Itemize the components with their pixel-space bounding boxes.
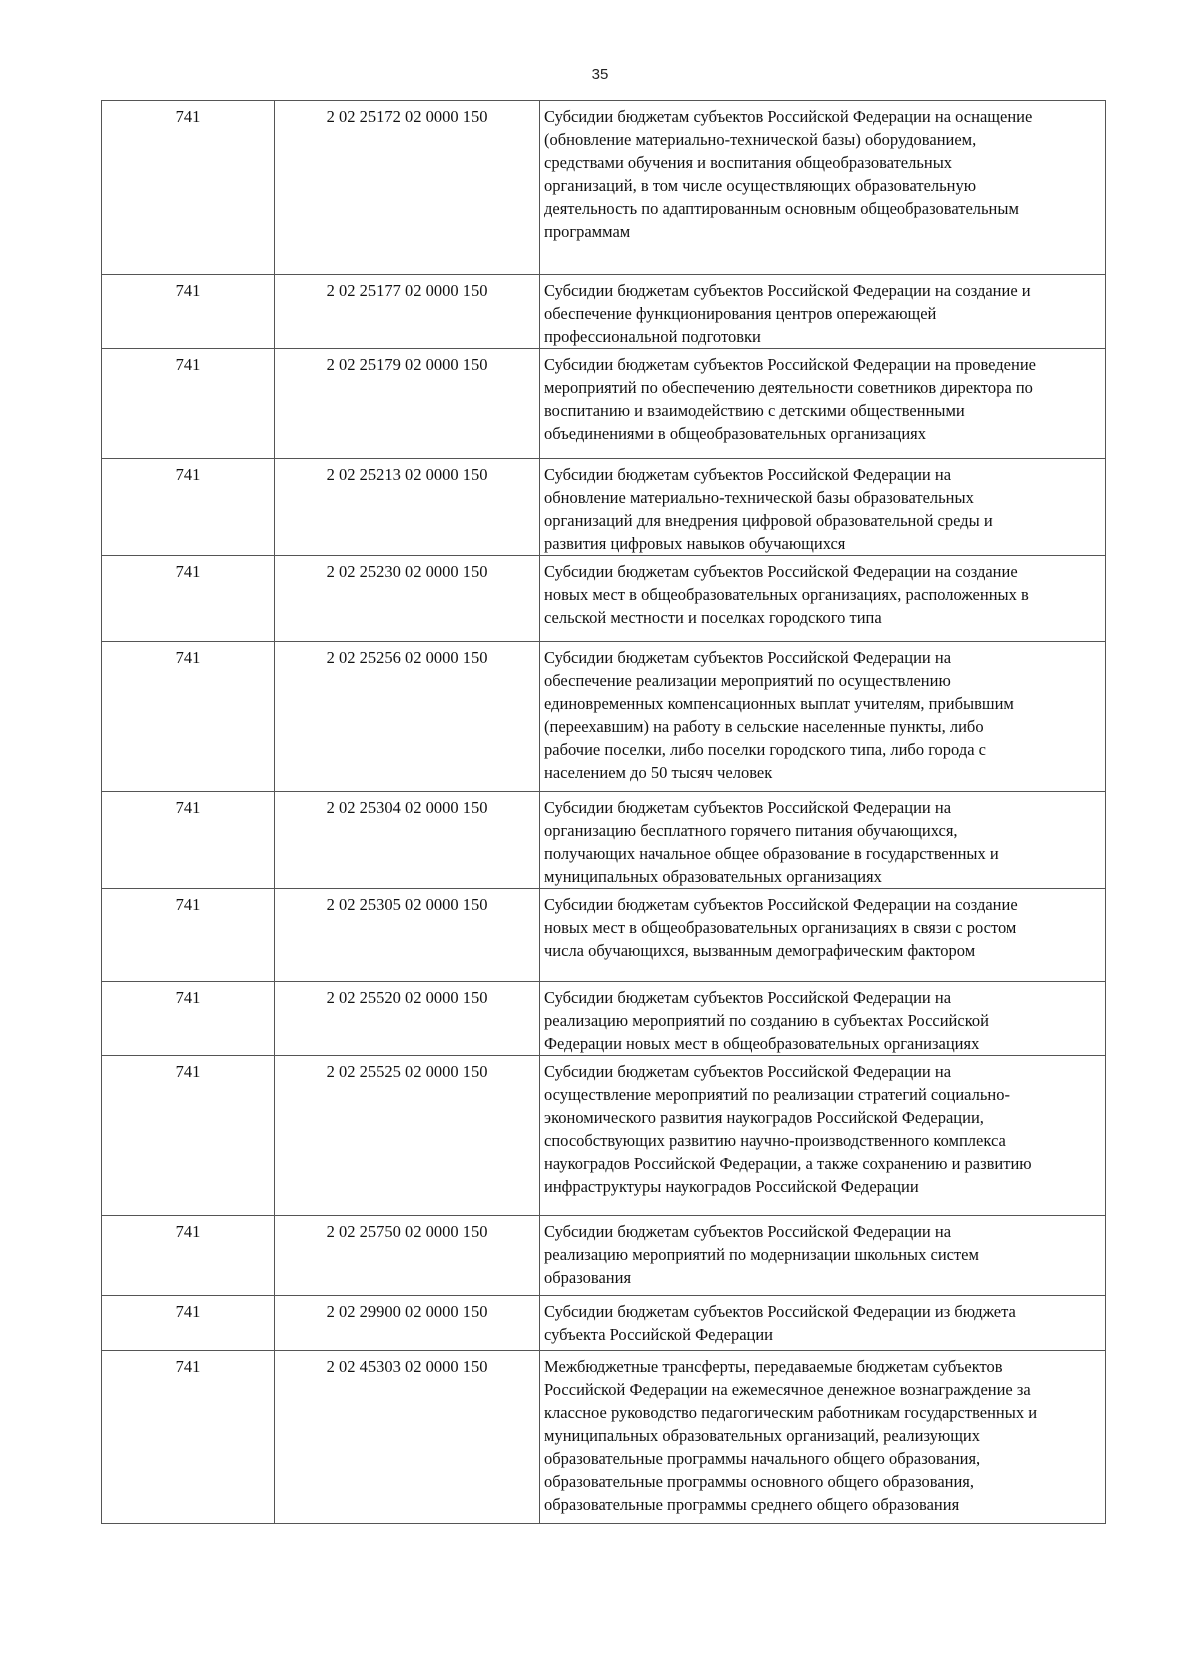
admin-code-cell: 741	[102, 101, 275, 275]
income-code-cell: 2 02 25172 02 0000 150	[275, 101, 540, 275]
income-name-text: Субсидии бюджетам субъектов Российской Федерации на проведение мероприятий по обеспечению деятельности советников директора по воспитанию и взаимодействию с детскими общественными объединениями в общеобразовательных организациях	[544, 355, 1036, 443]
income-name-text: Субсидии бюджетам субъектов Российской Федерации на реализацию мероприятий по модернизации школьных систем образования	[544, 1222, 979, 1287]
table-row	[102, 1351, 1106, 1524]
income-code-cell: 2 02 25520 02 0000 150	[275, 982, 540, 1056]
income-name-cell	[540, 556, 1106, 642]
income-code-cell: 2 02 25213 02 0000 150	[275, 459, 540, 556]
table-row	[102, 1216, 1106, 1296]
table-row	[102, 349, 1106, 459]
admin-code-cell: 741	[102, 1351, 275, 1524]
admin-code-cell: 741	[102, 275, 275, 349]
income-code-cell: 2 02 25179 02 0000 150	[275, 349, 540, 459]
income-name-cell	[540, 349, 1106, 459]
income-code-cell: 2 02 25256 02 0000 150	[275, 642, 540, 792]
income-name-cell	[540, 101, 1106, 275]
income-name-cell	[540, 1296, 1106, 1351]
table-body	[102, 101, 1106, 1524]
income-name-text: Субсидии бюджетам субъектов Российской Федерации на создание новых мест в общеобразовательных организациях, расположенных в сельской местности и поселках городского типа	[544, 562, 1029, 627]
table-row	[102, 792, 1106, 889]
admin-code-cell: 741	[102, 1056, 275, 1216]
income-code-cell: 2 02 25230 02 0000 150	[275, 556, 540, 642]
admin-code-cell: 741	[102, 349, 275, 459]
income-name-cell	[540, 642, 1106, 792]
income-code-cell: 2 02 25304 02 0000 150	[275, 792, 540, 889]
income-name-text: Субсидии бюджетам субъектов Российской Федерации из бюджета субъекта Российской Федерации	[544, 1302, 1016, 1344]
income-code-cell: 2 02 25177 02 0000 150	[275, 275, 540, 349]
income-name-text: Субсидии бюджетам субъектов Российской Федерации на организацию бесплатного горячего питания обучающихся, получающих начальное общее образование в государственных и муниципальных образовательных организациях	[544, 798, 999, 886]
admin-code-cell: 741	[102, 889, 275, 982]
table-row	[102, 556, 1106, 642]
table-row	[102, 1056, 1106, 1216]
income-name-cell	[540, 889, 1106, 982]
income-name-cell	[540, 1351, 1106, 1524]
table-row	[102, 1296, 1106, 1351]
income-name-cell	[540, 459, 1106, 556]
admin-code-cell: 741	[102, 642, 275, 792]
admin-code-cell: 741	[102, 459, 275, 556]
income-code-cell: 2 02 25305 02 0000 150	[275, 889, 540, 982]
income-code-cell: 2 02 29900 02 0000 150	[275, 1296, 540, 1351]
income-name-cell	[540, 982, 1106, 1056]
income-name-cell	[540, 792, 1106, 889]
admin-code-cell: 741	[102, 792, 275, 889]
table-row	[102, 982, 1106, 1056]
table-row	[102, 459, 1106, 556]
admin-code-cell: 741	[102, 556, 275, 642]
admin-code-cell: 741	[102, 982, 275, 1056]
income-name-text: Субсидии бюджетам субъектов Российской Федерации на создание и обеспечение функционирования центров опережающей профессиональной подготовки	[544, 281, 1031, 346]
table-row	[102, 275, 1106, 349]
income-name-text: Субсидии бюджетам субъектов Российской Федерации на создание новых мест в общеобразовательных организациях в связи с ростом числа обучающихся, вызванным демографическим фактором	[544, 895, 1018, 960]
table-row	[102, 889, 1106, 982]
budget-codes-table	[101, 100, 1106, 1524]
table-row	[102, 642, 1106, 792]
income-name-text: Субсидии бюджетам субъектов Российской Федерации на осуществление мероприятий по реализации стратегий социально- экономического развития наукоградов Российской Федерации, способствующих развитию научно-производственного комплекса наукоградов Российской Федерации, а также сохранению и развитию инфраструктуры наукоградов Российской Федерации	[544, 1062, 1032, 1196]
income-name-text: Субсидии бюджетам субъектов Российской Федерации на оснащение (обновление материально-технической базы) оборудованием, средствами обучения и воспитания общеобразовательных организаций, в том числе осуществляющих образовательную деятельность по адаптированным основным общеобразовательным программам	[544, 107, 1033, 241]
page-number: 35	[591, 66, 609, 83]
income-code-cell: 2 02 25525 02 0000 150	[275, 1056, 540, 1216]
income-name-text: Субсидии бюджетам субъектов Российской Федерации на обеспечение реализации мероприятий по осуществлению единовременных компенсационных выплат учителям, прибывшим (переехавшим) на работу в сельские населенные пункты, либо рабочие поселки, либо поселки городского типа, либо города с населением до 50 тысяч человек	[544, 648, 1014, 782]
income-name-text: Субсидии бюджетам субъектов Российской Федерации на реализацию мероприятий по созданию в субъектах Российской Федерации новых мест в общеобразовательных организациях	[544, 988, 989, 1053]
income-name-cell	[540, 1216, 1106, 1296]
income-name-cell	[540, 1056, 1106, 1216]
admin-code-cell: 741	[102, 1296, 275, 1351]
income-code-cell: 2 02 45303 02 0000 150	[275, 1351, 540, 1524]
income-name-cell	[540, 275, 1106, 349]
income-name-text: Субсидии бюджетам субъектов Российской Федерации на обновление материально-технической базы образовательных организаций для внедрения цифровой образовательной среды и развития цифровых навыков обучающихся	[544, 465, 993, 553]
admin-code-cell: 741	[102, 1216, 275, 1296]
income-name-text: Межбюджетные трансферты, передаваемые бюджетам субъектов Российской Федерации на ежемесячное денежное вознаграждение за классное руководство педагогическим работникам государственных и муниципальных образовательных организаций, реализующих образовательные программы начального общего образования, образовательные программы основного общего образования, образовательные программы среднего общего образования	[544, 1357, 1038, 1514]
income-code-cell: 2 02 25750 02 0000 150	[275, 1216, 540, 1296]
table-row	[102, 101, 1106, 275]
